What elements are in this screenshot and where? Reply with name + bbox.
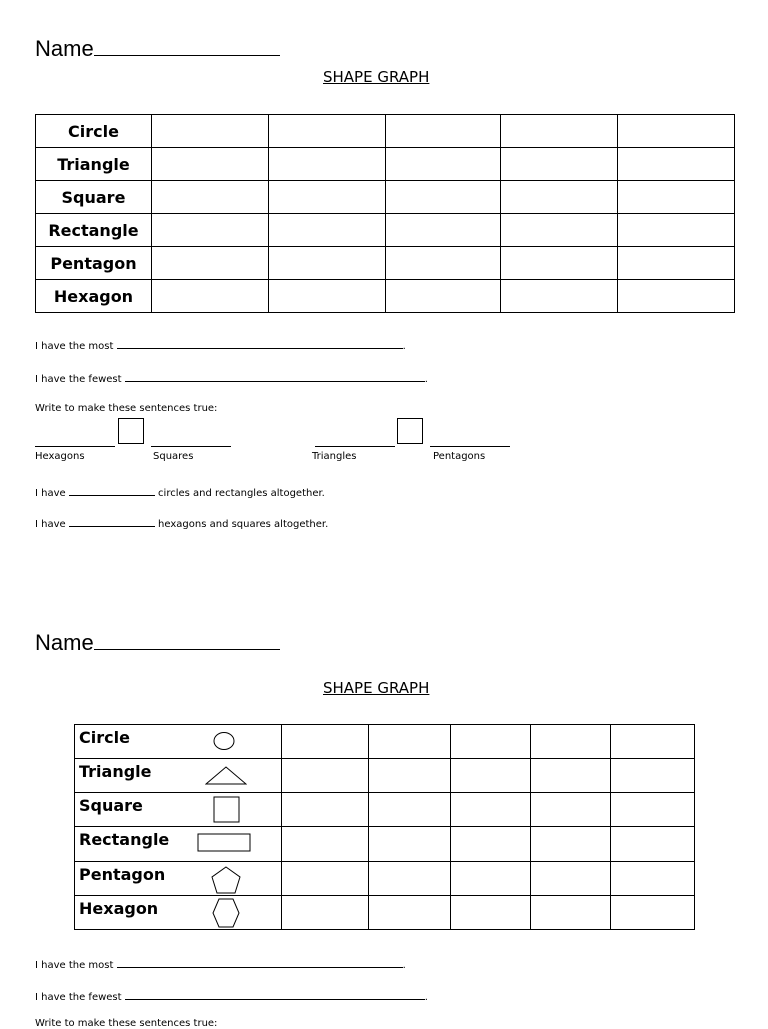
tally-cell[interactable] — [281, 793, 368, 827]
compare-box[interactable] — [397, 418, 423, 444]
shape-tally-grid-with-icons — [74, 724, 695, 930]
name-label: Name — [35, 36, 94, 61]
tally-cell[interactable] — [611, 793, 695, 827]
squares-blank[interactable] — [151, 446, 231, 447]
triangles-blank[interactable] — [315, 446, 395, 447]
tally-cell[interactable] — [368, 895, 451, 929]
grid-row-hexagon — [36, 280, 735, 313]
most-sentence — [35, 338, 406, 352]
row-label: Hexagon — [79, 898, 159, 918]
tally-cell[interactable] — [501, 181, 618, 214]
tally-cell[interactable] — [451, 793, 531, 827]
tally-cell[interactable] — [281, 827, 368, 861]
period: . — [424, 374, 428, 385]
tally-cell[interactable] — [531, 827, 611, 861]
row-label: Triangle — [36, 148, 152, 181]
tally-cell[interactable] — [501, 148, 618, 181]
tally-cell[interactable] — [268, 214, 385, 247]
grid-row-circle — [36, 115, 735, 148]
grid-row-hexagon — [75, 895, 695, 929]
fewest-prefix: I have the fewest — [35, 992, 122, 1003]
tally-cell[interactable] — [151, 214, 268, 247]
triangle-icon — [205, 765, 247, 785]
grid-row-square — [36, 181, 735, 214]
row-label-cell — [75, 793, 282, 827]
tally-cell[interactable] — [531, 793, 611, 827]
row-label: Circle — [79, 728, 130, 747]
row-label-cell — [75, 895, 282, 929]
tally-cell[interactable] — [368, 861, 451, 895]
tally-cell[interactable] — [501, 115, 618, 148]
tally-cell[interactable] — [385, 148, 501, 181]
fewest-sentence-2 — [35, 989, 428, 1003]
most-prefix: I have the most — [35, 960, 114, 971]
tally-cell[interactable] — [501, 214, 618, 247]
tally-cell[interactable] — [281, 895, 368, 929]
grid-row-triangle — [75, 759, 695, 793]
shape-tally-grid — [35, 114, 735, 313]
tally-cell[interactable] — [451, 725, 531, 759]
row-label: Hexagon — [36, 280, 152, 313]
grid-row-pentagon — [75, 861, 695, 895]
rectangle-icon — [197, 833, 253, 855]
label-squares: Squares — [153, 451, 194, 462]
instructions: Write to make these sentences true: — [35, 403, 218, 414]
row-label-cell — [75, 725, 282, 759]
tally-cell[interactable] — [531, 725, 611, 759]
grid-row-circle — [75, 725, 695, 759]
tally-cell[interactable] — [385, 115, 501, 148]
tally-cell[interactable] — [501, 280, 618, 313]
tally-cell[interactable] — [611, 725, 695, 759]
tally-cell[interactable] — [531, 861, 611, 895]
name-blank[interactable] — [94, 37, 280, 56]
tally-cell[interactable] — [531, 895, 611, 929]
row-label-cell — [75, 759, 282, 793]
tally-cell[interactable] — [151, 115, 268, 148]
altogether-text-1: circles and rectangles altogether. — [158, 488, 325, 499]
fewest-blank[interactable] — [125, 989, 425, 1000]
square-icon — [213, 796, 241, 824]
altogether-blank-1[interactable] — [69, 485, 155, 496]
tally-cell[interactable] — [268, 148, 385, 181]
tally-cell[interactable] — [451, 759, 531, 793]
tally-cell[interactable] — [281, 759, 368, 793]
most-sentence-2 — [35, 957, 406, 971]
tally-cell[interactable] — [385, 247, 501, 280]
tally-cell[interactable] — [368, 827, 451, 861]
tally-cell[interactable] — [151, 280, 268, 313]
name-field-1[interactable] — [35, 36, 280, 62]
pentagon-icon — [210, 865, 242, 895]
altogether-blank-2[interactable] — [69, 516, 155, 527]
tally-cell[interactable] — [501, 247, 618, 280]
label-pentagons: Pentagons — [433, 451, 486, 462]
fewest-sentence — [35, 371, 428, 385]
row-label: Square — [79, 796, 143, 816]
fewest-prefix: I have the fewest — [35, 374, 122, 385]
row-label: Triangle — [79, 762, 152, 782]
row-label: Circle — [36, 115, 152, 148]
period: . — [402, 960, 406, 971]
label-hexagons: Hexagons — [35, 451, 85, 462]
circle-icon — [213, 731, 235, 751]
tally-cell[interactable] — [618, 148, 735, 181]
tally-cell[interactable] — [611, 759, 695, 793]
tally-cell[interactable] — [618, 115, 735, 148]
row-label-cell — [75, 827, 282, 861]
tally-cell[interactable] — [611, 895, 695, 929]
fewest-blank[interactable] — [125, 371, 425, 382]
tally-cell[interactable] — [268, 247, 385, 280]
pentagons-blank[interactable] — [430, 446, 510, 447]
tally-cell[interactable] — [368, 793, 451, 827]
most-blank[interactable] — [117, 957, 403, 968]
tally-cell[interactable] — [268, 280, 385, 313]
row-label: Rectangle — [79, 830, 170, 850]
tally-cell[interactable] — [618, 181, 735, 214]
hexagons-blank[interactable] — [35, 446, 115, 447]
tally-cell[interactable] — [385, 214, 501, 247]
row-label: Rectangle — [36, 214, 152, 247]
tally-cell[interactable] — [611, 827, 695, 861]
grid-row-rectangle — [75, 827, 695, 861]
tally-cell[interactable] — [281, 725, 368, 759]
tally-cell[interactable] — [281, 861, 368, 895]
row-label: Pentagon — [36, 247, 152, 280]
hexagon-icon — [211, 897, 241, 929]
tally-cell[interactable] — [151, 148, 268, 181]
tally-cell[interactable] — [368, 759, 451, 793]
instructions-2-partial: Write to make these sentences true: — [35, 1018, 218, 1029]
tally-cell[interactable] — [151, 181, 268, 214]
tally-cell[interactable] — [151, 247, 268, 280]
tally-cell[interactable] — [268, 181, 385, 214]
tally-cell[interactable] — [368, 725, 451, 759]
most-blank[interactable] — [117, 338, 403, 349]
tally-cell[interactable] — [618, 280, 735, 313]
tally-cell[interactable] — [611, 861, 695, 895]
tally-cell[interactable] — [385, 181, 501, 214]
tally-cell[interactable] — [618, 247, 735, 280]
tally-cell[interactable] — [451, 895, 531, 929]
grid-row-triangle — [36, 148, 735, 181]
tally-cell[interactable] — [531, 759, 611, 793]
name-label: Name — [35, 630, 94, 655]
grid-row-pentagon — [36, 247, 735, 280]
period: . — [424, 992, 428, 1003]
page-title: SHAPE GRAPH — [323, 68, 430, 86]
most-prefix: I have the most — [35, 341, 114, 352]
compare-box[interactable] — [118, 418, 144, 444]
altogether-prefix: I have — [35, 488, 66, 499]
altogether-sentence-1 — [35, 485, 325, 499]
name-field-2[interactable] — [35, 630, 280, 656]
altogether-text-2: hexagons and squares altogether. — [158, 519, 329, 530]
altogether-prefix: I have — [35, 519, 66, 530]
tally-cell[interactable] — [618, 214, 735, 247]
label-triangles: Triangles — [312, 451, 357, 462]
tally-cell[interactable] — [385, 280, 501, 313]
grid-row-square — [75, 793, 695, 827]
name-blank[interactable] — [94, 631, 280, 650]
grid-row-rectangle — [36, 214, 735, 247]
row-label: Square — [36, 181, 152, 214]
page-title: SHAPE GRAPH — [323, 679, 430, 697]
tally-cell[interactable] — [268, 115, 385, 148]
tally-cell[interactable] — [451, 861, 531, 895]
tally-cell[interactable] — [451, 827, 531, 861]
period: . — [402, 341, 406, 352]
altogether-sentence-2 — [35, 516, 328, 530]
row-label-cell — [75, 861, 282, 895]
row-label: Pentagon — [79, 864, 166, 884]
